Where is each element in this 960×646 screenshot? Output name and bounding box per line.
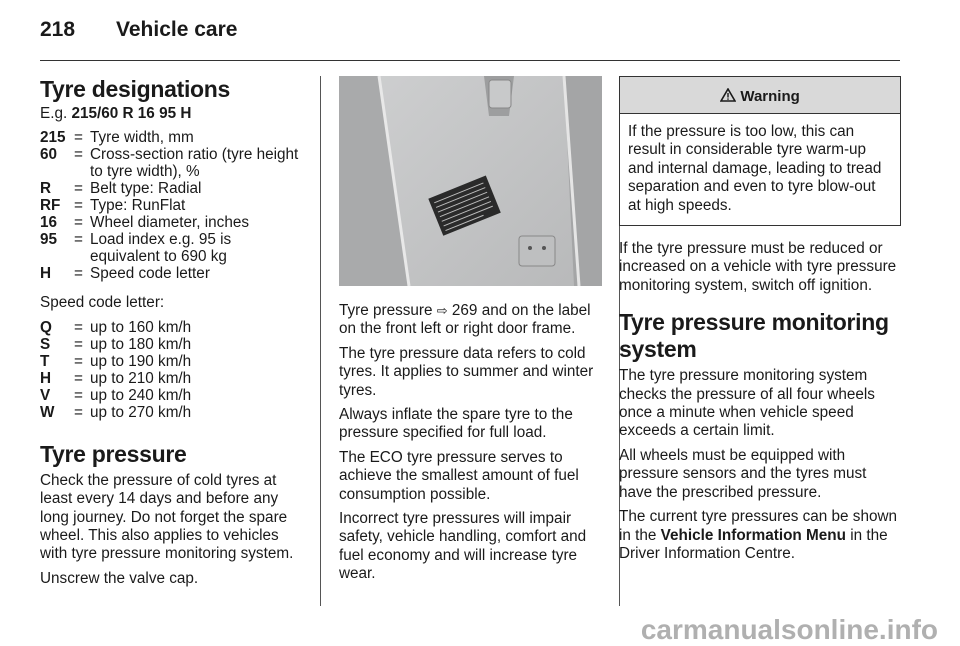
chapter-title: Vehicle care (116, 18, 238, 41)
designation-table (40, 129, 305, 282)
example-line: E.g. 215/60 R 16 95 H (40, 105, 192, 122)
page-reference[interactable]: 269 (451, 302, 478, 319)
paragraph: Incorrect tyre pressures will impair safety, vehicle handling, comfort and fuel economy and will increase tyre wear. (339, 510, 587, 583)
definition-row (40, 231, 305, 265)
definition-sep: = (74, 146, 83, 164)
paragraph: The tyre pressure monitoring system checks the pressure of all four wheels once a minute when vehicle speed exceeds a certain limit. (619, 367, 875, 440)
definition-sep: = (74, 265, 83, 283)
definition-row (40, 404, 191, 421)
definition-key: S (40, 335, 51, 353)
definition-key: T (40, 352, 50, 370)
definition-row (40, 265, 305, 282)
paragraph: Check the pressure of cold tyres at least every 14 days and before any long journey. Do not forget the spare wheel. This also applies to vehicles with tyre pressure monitoring system. (40, 471, 294, 563)
paragraph: The ECO tyre pressure serves to achieve the smallest amount of fuel consumption possible. (339, 448, 579, 503)
definition-desc: Speed code letter (90, 265, 210, 283)
speed-code-table (40, 319, 191, 421)
warning-box (619, 76, 901, 226)
definition-key: V (40, 386, 51, 404)
definition-desc: up to 210 km/h (90, 369, 192, 387)
definition-desc: Belt type: Radial (90, 180, 202, 198)
definition-desc: up to 190 km/h (90, 352, 192, 370)
column-2 (339, 76, 602, 590)
paragraph: Unscrew the valve cap. (40, 569, 199, 587)
definition-sep: = (74, 335, 83, 353)
definition-key: R (40, 180, 52, 198)
door-frame-image (339, 76, 602, 286)
page-header (40, 18, 237, 42)
definition-key: H (40, 369, 52, 387)
definition-sep: = (74, 386, 83, 404)
warning-header (620, 77, 900, 114)
section-heading-tyre-designations: Tyre designations (40, 76, 231, 102)
definition-key: RF (40, 197, 61, 215)
definition-row (40, 214, 305, 231)
definition-desc: Load index e.g. 95 is equivalent to 690 kg (90, 231, 232, 266)
speed-code-intro: Speed code letter: (40, 294, 165, 312)
column-divider (320, 76, 321, 606)
example-code: 215/60 R 16 95 H (71, 105, 192, 122)
definition-sep: = (74, 352, 83, 370)
definition-row (40, 146, 305, 180)
definition-desc: Wheel diameter, inches (90, 214, 249, 232)
warning-title: Warning (740, 88, 800, 105)
definition-key: Q (40, 318, 52, 336)
paragraph: If the tyre pressure must be reduced or increased on a vehicle with tyre pressure monitoring system, switch off ignition. (619, 240, 897, 294)
definition-sep: = (74, 197, 83, 215)
definition-row (40, 129, 305, 146)
definition-sep: = (74, 214, 83, 232)
definition-desc: Tyre width, mm (90, 129, 194, 147)
definition-row (40, 370, 191, 387)
definition-desc: up to 240 km/h (90, 386, 192, 404)
definition-key: 60 (40, 146, 58, 164)
page-number: 218 (40, 18, 76, 41)
definition-key: 16 (40, 214, 58, 232)
column-3 (619, 76, 901, 569)
paragraph: All wheels must be equipped with pressure sensors and the tyres must have the prescribed pressure. (619, 446, 867, 501)
section-heading-tpms: Tyre pressure monitoring system (619, 309, 889, 363)
definition-sep: = (74, 180, 83, 198)
definition-row (40, 353, 191, 370)
paragraph: The current tyre pressures can be shown in the Vehicle Information Menu in the Driver Information Centre. (619, 508, 898, 562)
warning-triangle-icon (720, 88, 740, 105)
definition-row (40, 197, 305, 214)
definition-row (40, 387, 191, 404)
definition-row (40, 336, 191, 353)
column-1 (40, 76, 305, 594)
definition-key: 215 (40, 129, 66, 147)
paragraph: The tyre pressure data refers to cold tyres. It applies to summer and winter tyres. (339, 344, 594, 399)
definition-row (40, 180, 305, 197)
definition-sep: = (74, 231, 83, 249)
definition-key: 95 (40, 231, 58, 249)
definition-desc: up to 180 km/h (90, 335, 192, 353)
definition-sep: = (74, 318, 83, 336)
paragraph: Tyre pressure ⇨ 269 and on the label on the front left or right door frame. (339, 302, 591, 338)
definition-key: H (40, 265, 52, 283)
section-heading-tyre-pressure: Tyre pressure (40, 440, 187, 467)
menu-name: Vehicle Information Menu (660, 526, 846, 544)
warning-text: If the pressure is too low, this can result in considerable tyre warm-up and internal damage, leading to tread separation and even to tyre blow-out at high speeds. (628, 123, 882, 214)
definition-sep: = (74, 129, 83, 147)
definition-desc: up to 160 km/h (90, 318, 192, 336)
definition-sep: = (74, 403, 83, 421)
definition-desc: Type: RunFlat (90, 197, 186, 215)
watermark: carmanualsonline.info (640, 614, 938, 645)
header-rule (40, 60, 900, 61)
arrow-ref-icon: ⇨ (436, 303, 448, 318)
definition-row (40, 319, 191, 336)
definition-desc: Cross-section ratio (tyre height to tyre width), % (90, 146, 299, 181)
definition-desc: up to 270 km/h (90, 403, 192, 421)
definition-sep: = (74, 369, 83, 387)
paragraph: Always inflate the spare tyre to the pressure specified for full load. (339, 406, 573, 442)
definition-key: W (40, 403, 55, 421)
